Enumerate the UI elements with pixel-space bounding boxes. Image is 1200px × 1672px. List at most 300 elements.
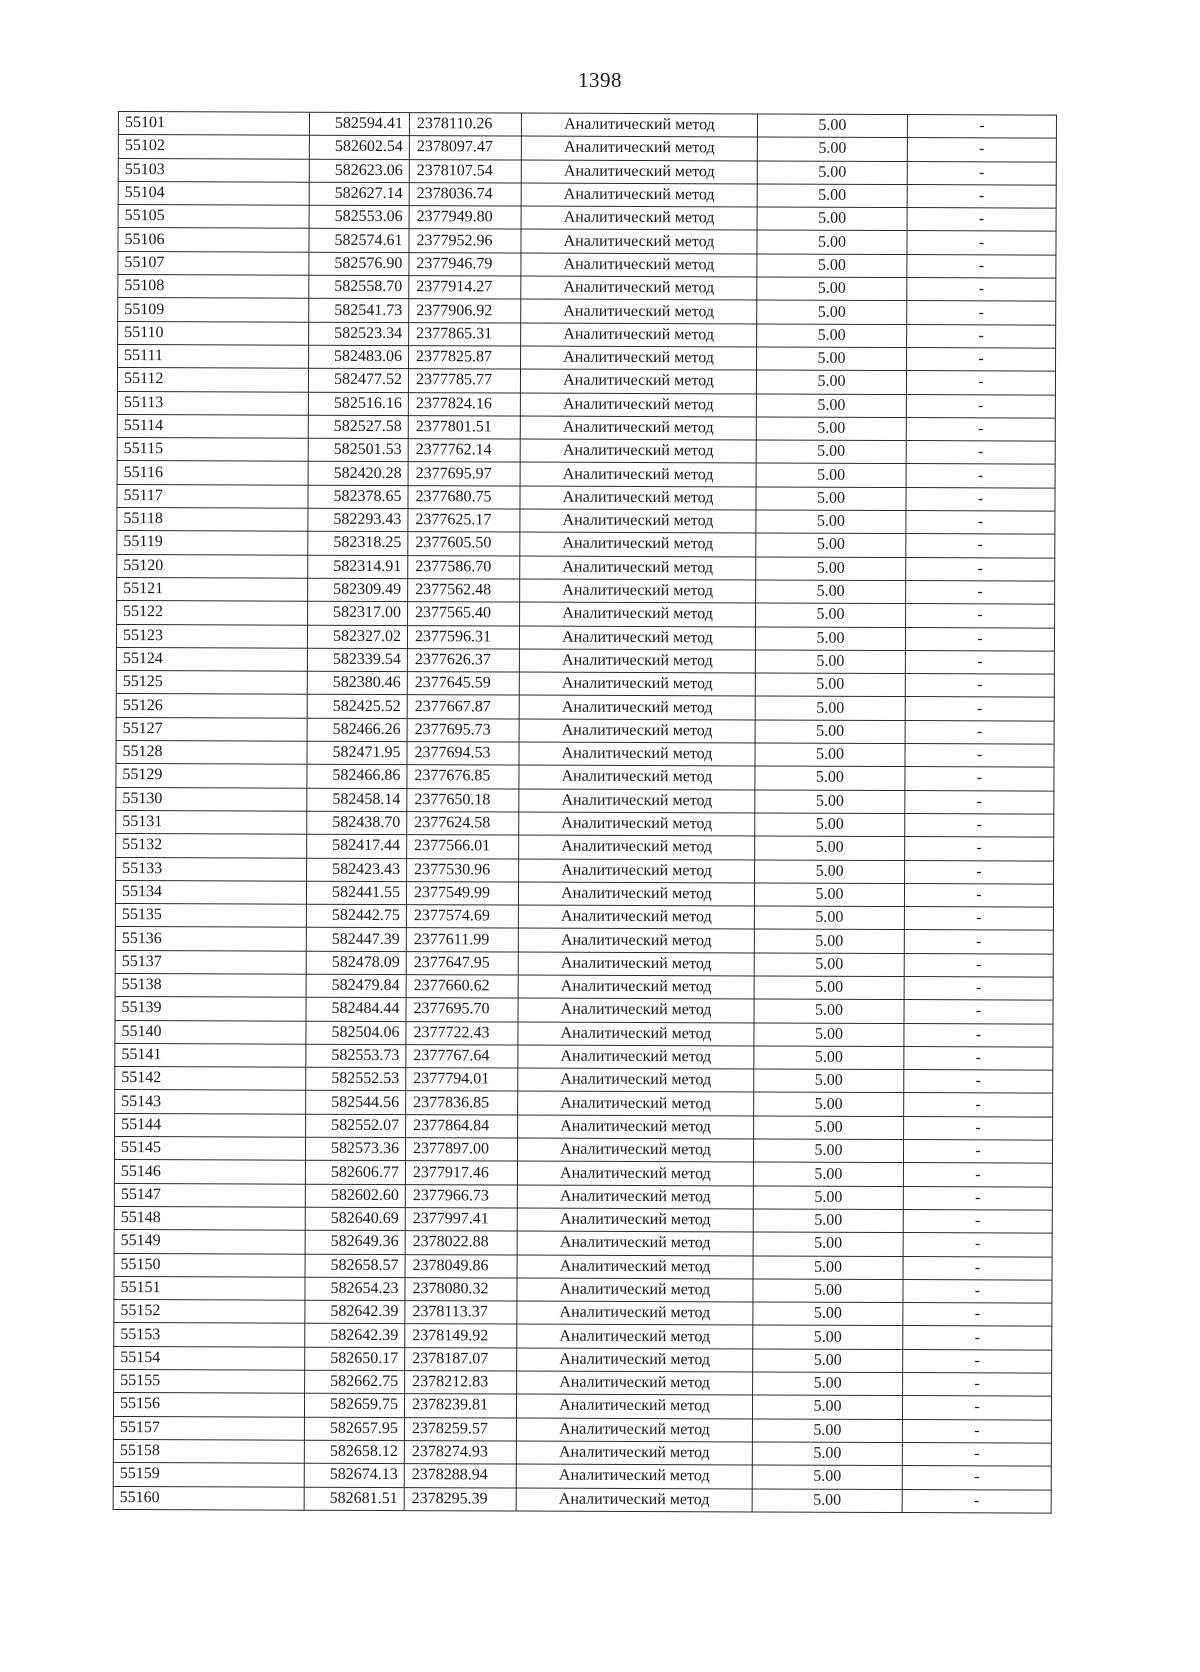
point-number-cell: 55105	[118, 205, 309, 229]
y-coordinate-cell: 2377836.85	[406, 1091, 518, 1115]
note-cell: -	[903, 1186, 1052, 1210]
note-cell: -	[906, 534, 1055, 558]
accuracy-cell: 5.00	[752, 1395, 902, 1419]
x-coordinate-cell: 582541.73	[309, 299, 409, 323]
x-coordinate-cell: 582574.61	[309, 229, 409, 253]
table-row	[113, 1486, 1051, 1513]
note-cell: -	[905, 627, 1054, 651]
point-number-cell: 55110	[118, 321, 309, 345]
x-coordinate-cell: 582425.52	[307, 695, 407, 719]
method-cell: Аналитический метод	[517, 1255, 753, 1279]
page-number: 1398	[578, 68, 622, 92]
point-number-cell: 55121	[117, 577, 308, 601]
method-cell: Аналитический метод	[519, 719, 755, 743]
note-cell: -	[904, 883, 1053, 907]
accuracy-cell: 5.00	[756, 394, 906, 418]
x-coordinate-cell: 582309.49	[308, 578, 408, 602]
method-cell: Аналитический метод	[520, 602, 756, 626]
note-cell: -	[904, 1116, 1053, 1140]
accuracy-cell: 5.00	[757, 161, 907, 185]
method-cell: Аналитический метод	[521, 183, 757, 207]
y-coordinate-cell: 2377530.96	[407, 858, 519, 882]
point-number-cell: 55139	[115, 997, 306, 1021]
y-coordinate-cell: 2377966.73	[405, 1184, 517, 1208]
method-cell: Аналитический метод	[518, 952, 754, 976]
note-cell: -	[905, 837, 1054, 861]
x-coordinate-cell: 582483.06	[309, 345, 409, 369]
x-coordinate-cell: 582318.25	[308, 532, 408, 556]
note-cell: -	[907, 278, 1056, 302]
y-coordinate-cell: 2378049.86	[405, 1254, 517, 1278]
y-coordinate-cell: 2377824.16	[408, 392, 520, 416]
note-cell: -	[907, 138, 1056, 162]
x-coordinate-cell: 582438.70	[307, 811, 407, 835]
method-cell: Аналитический метод	[521, 160, 757, 184]
point-number-cell: 55126	[116, 694, 307, 718]
y-coordinate-cell: 2377650.18	[407, 788, 519, 812]
accuracy-cell: 5.00	[753, 1186, 903, 1210]
method-cell: Аналитический метод	[518, 882, 754, 906]
accuracy-cell: 5.00	[755, 696, 905, 720]
x-coordinate-cell: 582447.39	[306, 928, 406, 952]
method-cell: Аналитический метод	[519, 835, 755, 859]
note-cell: -	[907, 184, 1056, 208]
accuracy-cell: 5.00	[757, 324, 907, 348]
x-coordinate-cell: 582659.75	[304, 1394, 404, 1418]
x-coordinate-cell: 582484.44	[306, 998, 406, 1022]
point-number-cell: 55158	[113, 1439, 304, 1463]
y-coordinate-cell: 2378187.07	[405, 1347, 517, 1371]
y-coordinate-cell: 2377647.95	[406, 951, 518, 975]
x-coordinate-cell: 582417.44	[307, 834, 407, 858]
method-cell: Аналитический метод	[520, 393, 756, 417]
x-coordinate-cell: 582553.73	[306, 1044, 406, 1068]
note-cell: -	[904, 1046, 1053, 1070]
method-cell: Аналитический метод	[519, 789, 755, 813]
x-coordinate-cell: 582442.75	[306, 904, 406, 928]
accuracy-cell: 5.00	[757, 347, 907, 371]
note-cell: -	[906, 464, 1055, 488]
accuracy-cell: 5.00	[755, 836, 905, 860]
method-cell: Аналитический метод	[520, 439, 756, 463]
method-cell: Аналитический метод	[519, 672, 755, 696]
point-number-cell: 55138	[115, 973, 306, 997]
note-cell: -	[906, 557, 1055, 581]
point-number-cell: 55129	[116, 764, 307, 788]
method-cell: Аналитический метод	[519, 626, 755, 650]
point-number-cell: 55109	[118, 298, 309, 322]
accuracy-cell: 5.00	[757, 137, 907, 161]
point-number-cell: 55115	[117, 438, 308, 462]
accuracy-cell: 5.00	[755, 720, 905, 744]
y-coordinate-cell: 2377695.97	[408, 462, 520, 486]
accuracy-cell: 5.00	[757, 300, 907, 324]
accuracy-cell: 5.00	[757, 230, 907, 254]
note-cell: -	[904, 1000, 1053, 1024]
x-coordinate-cell: 582594.41	[309, 112, 409, 136]
x-coordinate-cell: 582674.13	[304, 1463, 404, 1487]
point-number-cell: 55135	[115, 904, 306, 928]
x-coordinate-cell: 582523.34	[309, 322, 409, 346]
point-number-cell: 55114	[117, 414, 308, 438]
point-number-cell: 55159	[113, 1463, 304, 1487]
method-cell: Аналитический метод	[520, 416, 756, 440]
x-coordinate-cell: 582640.69	[305, 1207, 405, 1231]
accuracy-cell: 5.00	[753, 1372, 903, 1396]
x-coordinate-cell: 582466.26	[307, 718, 407, 742]
y-coordinate-cell: 2377949.80	[409, 206, 521, 230]
x-coordinate-cell: 582466.86	[307, 765, 407, 789]
point-number-cell: 55160	[113, 1486, 304, 1510]
point-number-cell: 55131	[116, 810, 307, 834]
note-cell: -	[903, 1373, 1052, 1397]
note-cell: -	[904, 1023, 1053, 1047]
method-cell: Аналитический метод	[516, 1488, 752, 1512]
y-coordinate-cell: 2377676.85	[407, 765, 519, 789]
method-cell: Аналитический метод	[517, 1161, 753, 1185]
note-cell: -	[907, 301, 1056, 325]
method-cell: Аналитический метод	[517, 1301, 753, 1325]
accuracy-cell: 5.00	[754, 953, 904, 977]
y-coordinate-cell: 2377785.77	[408, 369, 520, 393]
point-number-cell: 55120	[117, 554, 308, 578]
note-cell: -	[902, 1396, 1051, 1420]
y-coordinate-cell: 2377917.46	[405, 1161, 517, 1185]
x-coordinate-cell: 582553.06	[309, 205, 409, 229]
y-coordinate-cell: 2377596.31	[407, 625, 519, 649]
note-cell: -	[906, 394, 1055, 418]
method-cell: Аналитический метод	[516, 1464, 752, 1488]
y-coordinate-cell: 2378239.81	[404, 1394, 516, 1418]
x-coordinate-cell: 582657.95	[304, 1417, 404, 1441]
method-cell: Аналитический метод	[519, 812, 755, 836]
accuracy-cell: 5.00	[755, 790, 905, 814]
method-cell: Аналитический метод	[519, 742, 755, 766]
accuracy-cell: 5.00	[757, 277, 907, 301]
accuracy-cell: 5.00	[754, 999, 904, 1023]
note-cell: -	[905, 790, 1054, 814]
note-cell: -	[903, 1233, 1052, 1257]
point-number-cell: 55133	[116, 857, 307, 881]
y-coordinate-cell: 2377667.87	[407, 695, 519, 719]
point-number-cell: 55107	[118, 251, 309, 275]
point-number-cell: 55118	[117, 508, 308, 532]
note-cell: -	[902, 1442, 1051, 1466]
note-cell: -	[903, 1256, 1052, 1280]
accuracy-cell: 5.00	[753, 1162, 903, 1186]
accuracy-cell: 5.00	[757, 114, 907, 138]
x-coordinate-cell: 582650.17	[305, 1347, 405, 1371]
x-coordinate-cell: 582477.52	[308, 368, 408, 392]
note-cell: -	[905, 744, 1054, 768]
note-cell: -	[905, 720, 1054, 744]
x-coordinate-cell: 582602.54	[309, 136, 409, 160]
y-coordinate-cell: 2377825.87	[409, 346, 521, 370]
y-coordinate-cell: 2378149.92	[405, 1324, 517, 1348]
note-cell: -	[904, 953, 1053, 977]
accuracy-cell: 5.00	[752, 1465, 902, 1489]
y-coordinate-cell: 2377549.99	[406, 881, 518, 905]
method-cell: Аналитический метод	[521, 323, 757, 347]
point-number-cell: 55151	[114, 1276, 305, 1300]
accuracy-cell: 5.00	[753, 1232, 903, 1256]
note-cell: -	[903, 1140, 1052, 1164]
accuracy-cell: 5.00	[754, 1023, 904, 1047]
point-number-cell: 55136	[115, 927, 306, 951]
note-cell: -	[907, 161, 1056, 185]
y-coordinate-cell: 2378080.32	[405, 1277, 517, 1301]
point-number-cell: 55111	[118, 344, 309, 368]
x-coordinate-cell: 582576.90	[309, 252, 409, 276]
method-cell: Аналитический метод	[518, 905, 754, 929]
accuracy-cell: 5.00	[755, 813, 905, 837]
y-coordinate-cell: 2377897.00	[405, 1138, 517, 1162]
method-cell: Аналитический метод	[517, 1231, 753, 1255]
point-number-cell: 55125	[116, 671, 307, 695]
y-coordinate-cell: 2378036.74	[409, 183, 521, 207]
point-number-cell: 55119	[117, 531, 308, 555]
accuracy-cell: 5.00	[756, 557, 906, 581]
note-cell: -	[907, 208, 1056, 232]
accuracy-cell: 5.00	[755, 766, 905, 790]
note-cell: -	[902, 1489, 1051, 1513]
y-coordinate-cell: 2377611.99	[406, 928, 518, 952]
method-cell: Аналитический метод	[518, 928, 754, 952]
point-number-cell: 55108	[118, 275, 309, 299]
y-coordinate-cell: 2377565.40	[408, 602, 520, 626]
y-coordinate-cell: 2377660.62	[406, 975, 518, 999]
accuracy-cell: 5.00	[754, 1116, 904, 1140]
point-number-cell: 55106	[118, 228, 309, 252]
x-coordinate-cell: 582420.28	[308, 462, 408, 486]
point-number-cell: 55149	[114, 1230, 305, 1254]
point-number-cell: 55124	[116, 647, 307, 671]
point-number-cell: 55134	[115, 880, 306, 904]
y-coordinate-cell: 2377625.17	[408, 509, 520, 533]
accuracy-cell: 5.00	[756, 603, 906, 627]
method-cell: Аналитический метод	[517, 1138, 753, 1162]
method-cell: Аналитический метод	[518, 1022, 754, 1046]
point-number-cell: 55113	[117, 391, 308, 415]
point-number-cell: 55128	[116, 741, 307, 765]
method-cell: Аналитический метод	[518, 1092, 754, 1116]
method-cell: Аналитический метод	[518, 1045, 754, 1069]
y-coordinate-cell: 2377695.73	[407, 718, 519, 742]
accuracy-cell: 5.00	[755, 859, 905, 883]
y-coordinate-cell: 2377767.64	[406, 1044, 518, 1068]
accuracy-cell: 5.00	[753, 1279, 903, 1303]
y-coordinate-cell: 2378107.54	[409, 159, 521, 183]
note-cell: -	[903, 1279, 1052, 1303]
accuracy-cell: 5.00	[755, 650, 905, 674]
method-cell: Аналитический метод	[520, 509, 756, 533]
x-coordinate-cell: 582642.39	[305, 1324, 405, 1348]
accuracy-cell: 5.00	[753, 1209, 903, 1233]
y-coordinate-cell: 2378295.39	[404, 1487, 516, 1511]
note-cell: -	[906, 487, 1055, 511]
x-coordinate-cell: 582471.95	[307, 741, 407, 765]
method-cell: Аналитический метод	[516, 1441, 752, 1465]
method-cell: Аналитический метод	[517, 1348, 753, 1372]
accuracy-cell: 5.00	[757, 254, 907, 278]
note-cell: -	[904, 1070, 1053, 1094]
y-coordinate-cell: 2377794.01	[406, 1068, 518, 1092]
x-coordinate-cell: 582544.56	[306, 1091, 406, 1115]
note-cell: -	[905, 860, 1054, 884]
note-cell: -	[906, 580, 1055, 604]
table-body	[113, 112, 1056, 1513]
method-cell: Аналитический метод	[521, 346, 757, 370]
method-cell: Аналитический метод	[520, 579, 756, 603]
point-number-cell: 55132	[116, 834, 307, 858]
y-coordinate-cell: 2378113.37	[405, 1301, 517, 1325]
note-cell: -	[906, 604, 1055, 628]
method-cell: Аналитический метод	[521, 113, 757, 137]
point-number-cell: 55145	[114, 1137, 305, 1161]
x-coordinate-cell: 582642.39	[305, 1300, 405, 1324]
point-number-cell: 55141	[115, 1043, 306, 1067]
y-coordinate-cell: 2377952.96	[409, 229, 521, 253]
x-coordinate-cell: 582501.53	[308, 438, 408, 462]
y-coordinate-cell: 2378110.26	[409, 113, 521, 137]
note-cell: -	[902, 1466, 1051, 1490]
method-cell: Аналитический метод	[521, 253, 757, 277]
y-coordinate-cell: 2377762.14	[408, 439, 520, 463]
accuracy-cell: 5.00	[756, 533, 906, 557]
method-cell: Аналитический метод	[521, 276, 757, 300]
y-coordinate-cell: 2378097.47	[409, 136, 521, 160]
method-cell: Аналитический метод	[519, 695, 755, 719]
x-coordinate-cell: 582327.02	[307, 625, 407, 649]
y-coordinate-cell: 2377645.59	[407, 672, 519, 696]
method-cell: Аналитический метод	[520, 486, 756, 510]
x-coordinate-cell: 582606.77	[305, 1161, 405, 1185]
method-cell: Аналитический метод	[521, 230, 757, 254]
accuracy-cell: 5.00	[755, 673, 905, 697]
point-number-cell: 55147	[114, 1183, 305, 1207]
point-number-cell: 55103	[118, 158, 309, 182]
point-number-cell: 55116	[117, 461, 308, 485]
point-number-cell: 55143	[115, 1090, 306, 1114]
note-cell: -	[907, 254, 1056, 278]
accuracy-cell: 5.00	[757, 207, 907, 231]
note-cell: -	[907, 347, 1056, 371]
note-cell: -	[907, 231, 1056, 255]
y-coordinate-cell: 2378212.83	[405, 1371, 517, 1395]
accuracy-cell: 5.00	[754, 1069, 904, 1093]
point-number-cell: 55122	[117, 601, 308, 625]
accuracy-cell: 5.00	[756, 580, 906, 604]
note-cell: -	[906, 511, 1055, 535]
accuracy-cell: 5.00	[754, 1092, 904, 1116]
point-number-cell: 55146	[114, 1160, 305, 1184]
x-coordinate-cell: 582623.06	[309, 159, 409, 183]
method-cell: Аналитический метод	[517, 1371, 753, 1395]
method-cell: Аналитический метод	[520, 462, 756, 486]
y-coordinate-cell: 2377566.01	[407, 835, 519, 859]
y-coordinate-cell: 2377695.70	[406, 998, 518, 1022]
y-coordinate-cell: 2377624.58	[407, 812, 519, 836]
y-coordinate-cell: 2378288.94	[404, 1464, 516, 1488]
note-cell: -	[903, 1209, 1052, 1233]
point-number-cell: 55137	[115, 950, 306, 974]
x-coordinate-cell: 582527.58	[308, 415, 408, 439]
point-number-cell: 55127	[116, 717, 307, 741]
method-cell: Аналитический метод	[520, 369, 756, 393]
accuracy-cell: 5.00	[754, 906, 904, 930]
y-coordinate-cell: 2378274.93	[404, 1441, 516, 1465]
accuracy-cell: 5.00	[753, 1325, 903, 1349]
accuracy-cell: 5.00	[757, 184, 907, 208]
point-number-cell: 55148	[114, 1206, 305, 1230]
method-cell: Аналитический метод	[516, 1418, 752, 1442]
note-cell: -	[905, 767, 1054, 791]
point-number-cell: 55112	[117, 368, 308, 392]
point-number-cell: 55104	[118, 181, 309, 205]
x-coordinate-cell: 582627.14	[309, 182, 409, 206]
accuracy-cell: 5.00	[755, 743, 905, 767]
accuracy-cell: 5.00	[752, 1488, 902, 1512]
accuracy-cell: 5.00	[752, 1442, 902, 1466]
point-number-cell: 55102	[118, 135, 309, 159]
x-coordinate-cell: 582314.91	[308, 555, 408, 579]
x-coordinate-cell: 582573.36	[305, 1137, 405, 1161]
y-coordinate-cell: 2377586.70	[408, 555, 520, 579]
accuracy-cell: 5.00	[754, 883, 904, 907]
accuracy-cell: 5.00	[753, 1302, 903, 1326]
note-cell: -	[902, 1419, 1051, 1443]
note-cell: -	[904, 1093, 1053, 1117]
point-number-cell: 55140	[115, 1020, 306, 1044]
accuracy-cell: 5.00	[756, 487, 906, 511]
point-number-cell: 55152	[114, 1300, 305, 1324]
x-coordinate-cell: 582458.14	[307, 788, 407, 812]
method-cell: Аналитический метод	[520, 532, 756, 556]
note-cell: -	[906, 441, 1055, 465]
y-coordinate-cell: 2377906.92	[409, 299, 521, 323]
point-number-cell: 55154	[114, 1346, 305, 1370]
note-cell: -	[903, 1349, 1052, 1373]
note-cell: -	[905, 650, 1054, 674]
method-cell: Аналитический метод	[518, 975, 754, 999]
x-coordinate-cell: 582662.75	[305, 1370, 405, 1394]
x-coordinate-cell: 582602.60	[305, 1184, 405, 1208]
note-cell: -	[903, 1163, 1052, 1187]
accuracy-cell: 5.00	[755, 626, 905, 650]
point-number-cell: 55117	[117, 484, 308, 508]
y-coordinate-cell: 2378022.88	[405, 1231, 517, 1255]
method-cell: Аналитический метод	[519, 765, 755, 789]
accuracy-cell: 5.00	[756, 463, 906, 487]
x-coordinate-cell: 582654.23	[305, 1277, 405, 1301]
x-coordinate-cell: 582558.70	[309, 275, 409, 299]
accuracy-cell: 5.00	[753, 1255, 903, 1279]
y-coordinate-cell: 2377801.51	[408, 415, 520, 439]
y-coordinate-cell: 2377574.69	[406, 905, 518, 929]
method-cell: Аналитический метод	[517, 1208, 753, 1232]
accuracy-cell: 5.00	[754, 929, 904, 953]
method-cell: Аналитический метод	[516, 1394, 752, 1418]
x-coordinate-cell: 582552.53	[306, 1067, 406, 1091]
method-cell: Аналитический метод	[518, 1068, 754, 1092]
point-number-cell: 55157	[113, 1416, 304, 1440]
accuracy-cell: 5.00	[754, 1046, 904, 1070]
x-coordinate-cell: 582478.09	[306, 951, 406, 975]
point-number-cell: 55153	[114, 1323, 305, 1347]
x-coordinate-cell: 582658.57	[305, 1254, 405, 1278]
coordinates-table	[113, 111, 1057, 1513]
point-number-cell: 55142	[115, 1067, 306, 1091]
